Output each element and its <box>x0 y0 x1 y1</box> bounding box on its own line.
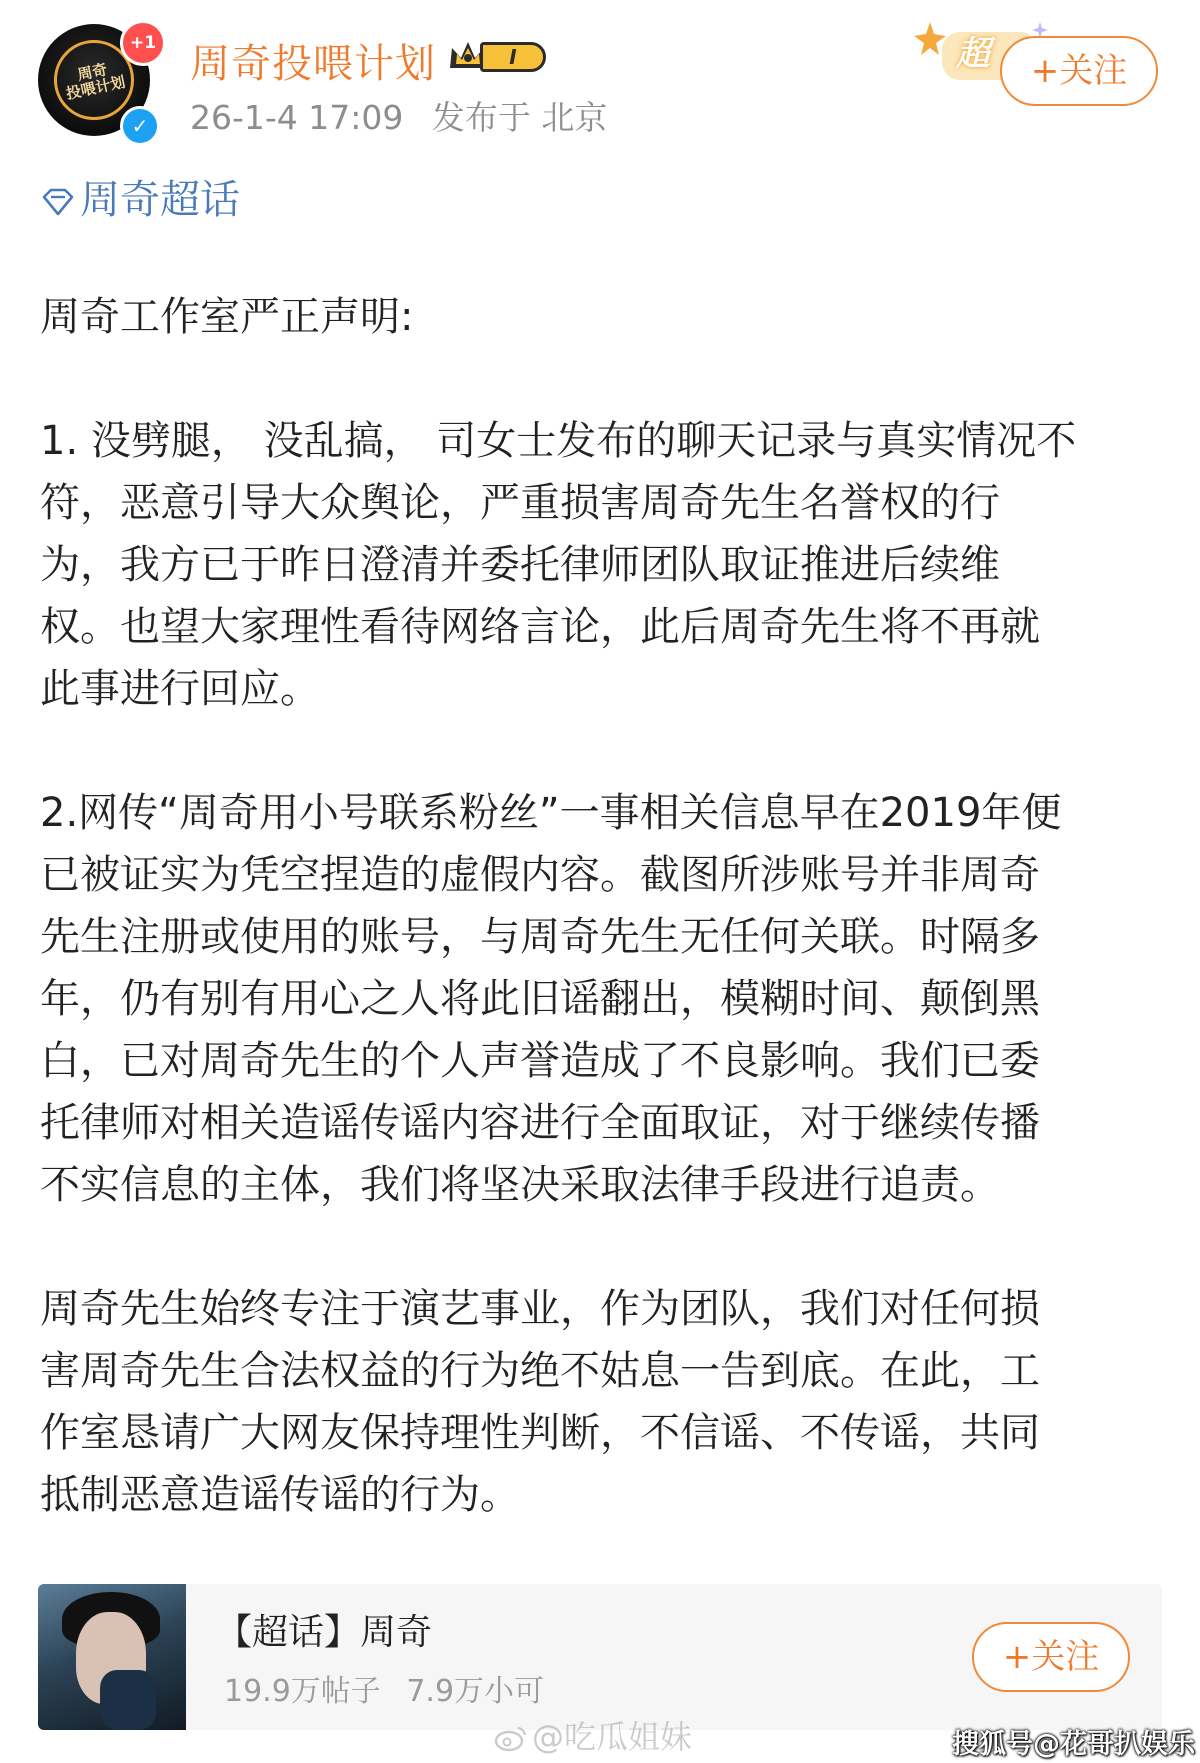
post-location: 发布于 北京 <box>431 98 608 137</box>
post-body <box>40 286 1160 1526</box>
topic-fan-count: 7.9万小可 <box>406 1674 545 1709</box>
weibo-watermark <box>494 1712 692 1758</box>
diamond-icon <box>40 187 76 217</box>
new-count-badge: +1 <box>120 20 166 66</box>
topic-post-count: 19.9万帖子 <box>224 1674 381 1709</box>
topic-card-stats <box>224 1666 544 1710</box>
statement-paragraph-3: 周奇先生始终专注于演艺事业，作为团队，我们对任何损 害周奇先生合法权益的行为绝不姑息一告到底。在此，工 作室恳请广大网友保持理性判断，不信谣、不传谣，共同 抵制恶意造谣传谣的行为。 <box>40 1286 1040 1518</box>
topic-card-title: 【超话】周奇 <box>216 1612 433 1653</box>
super-topic-label: 周奇超话 <box>80 177 240 223</box>
post-time: 26-1-4 17:09 <box>190 98 404 137</box>
super-badge-label: 超 <box>956 34 990 74</box>
level-badge[interactable] <box>446 38 548 76</box>
follow-button[interactable]: +关注 <box>1000 36 1158 106</box>
super-topic-link[interactable] <box>40 168 240 225</box>
topic-follow-button[interactable]: +关注 <box>972 1622 1130 1692</box>
topic-card-thumbnail <box>38 1584 186 1730</box>
sohu-watermark: 搜狐号@花哥扒娱乐 <box>952 1729 1195 1760</box>
statement-paragraph-2: 2.网传“周奇用小号联系粉丝”一事相关信息早在2019年便 已被证实为凭空捏造的虚假内容。截图所涉账号并非周奇 先生注册或使用的账号，与周奇先生无任何关联。时隔多 年，仍有别有用心之人将此旧谣翻出，模糊时间、颠倒黑 白，已对周奇先生的个人声誉造成了不良影响。我们已委 托律师对相关造谣传谣内容进行全面取证，对于继续传播 不实信息的主体，我们将坚决采取法律手段进行追责。 <box>40 790 1062 1208</box>
super-topic-card[interactable] <box>38 1584 1162 1730</box>
avatar-logo-text: 周奇 投喂计划 <box>64 60 127 103</box>
weibo-watermark-text: @吃瓜姐妹 <box>532 1718 693 1756</box>
statement-paragraph-1: 1. 没劈腿， 没乱搞， 司女士发布的聊天记录与真实情况不 符，恶意引导大众舆论，严重损害周奇先生名誉权的行 为，我方已于昨日澄清并委托律师团队取证推进后续维 权。也望大家理性看待网络言论，此后周奇先生将不再就 此事进行回应。 <box>40 418 1077 712</box>
username[interactable]: 周奇投喂计划 <box>190 41 436 87</box>
verified-icon: ✓ <box>120 106 160 146</box>
weibo-logo-icon <box>494 1724 528 1752</box>
post-meta <box>190 92 607 139</box>
avatar[interactable] <box>38 24 156 142</box>
statement-title: 周奇工作室严正声明: <box>40 294 414 340</box>
level-label: I <box>480 42 546 72</box>
